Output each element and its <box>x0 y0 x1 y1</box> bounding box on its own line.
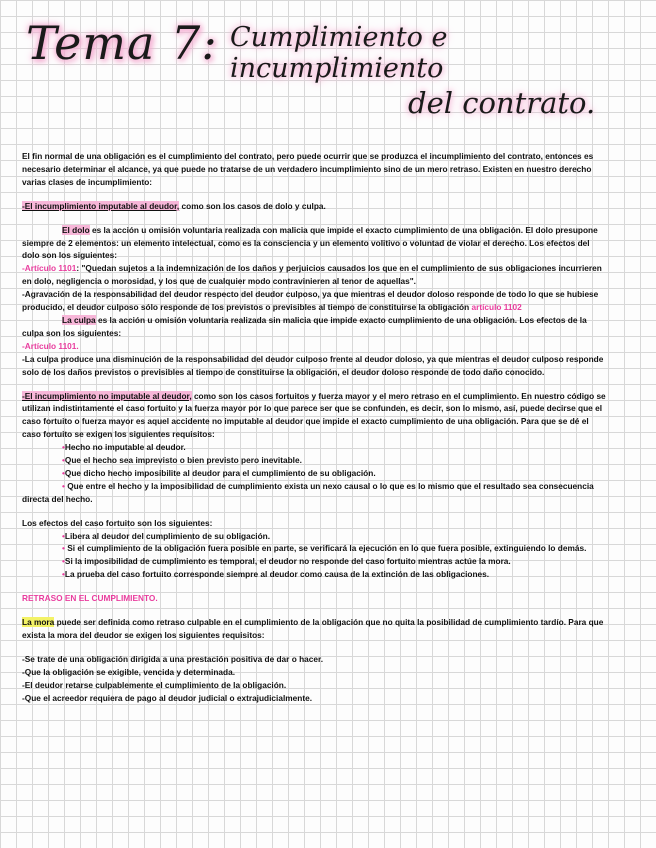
no-imputable-text: como son los casos fortuitos y fuerza mayor y el mero retraso en el cumplimiento. En nuestro código se utilizan indistintamente el caso fortuito y la fuerza mayor por lo que parece ser que se confunden, es decir, son lo mismo, así, puede decirse que el caso fortuito o fuerza mayor es aquel accidente no imputable al deudor que impide el exacto cumplimiento de una obligación. Para que se dé el caso fortuito se exigen los siguientes requisitos: <box>22 390 606 440</box>
requisito-item: • Que el hecho sea imprevisto o bien previsto pero inevitable. <box>22 454 608 467</box>
title-block <box>0 0 656 140</box>
imputable-heading-rest: como son los casos de dolo y culpa. <box>179 200 326 211</box>
culpa-effect: -La culpa produce una disminución de la responsabilidad del deudor culposo frente al deudor doloso, ya que mientras el deudor culposo responde solo de los daños previstos o previsibles al tiempo de constituirse la obligación, el deudor doloso responde de todo daño conocido. <box>22 353 604 377</box>
page-title: Tema 7: <box>26 16 218 70</box>
efecto-item: • Si la imposibilidad de cumplimiento es temporal, el deudor no responde del caso fortuito mientras actúe la mora. <box>22 555 608 568</box>
culpa-paragraph <box>22 314 608 340</box>
art1101b-label: -Artículo 1101. <box>22 340 79 351</box>
efecto-item-text: Si el cumplimiento de la obligación fuera posible en parte, se verificará la ejecución en lo que fuera posible, extinguiendo lo demás. <box>67 543 587 554</box>
art1101-label: -Artículo 1101 <box>22 263 77 274</box>
no-imputable-paragraph <box>22 390 608 442</box>
mora-text: puede ser definida como retraso culpable en el cumplimiento de la obligación que no quita la posibilidad de cumplimiento tardío. Para que exista la mora del deudor se exigen los siguientes requisitos: <box>22 617 604 640</box>
dolo-text: es la acción u omisión voluntaria realizada con malicia que impide el exacto cumplimiento de una obligación. El dolo presupone siempre de 2 elementos: un elemento intelectual, como es la consciencia y un elemento volitivo o voluntad de violar el derecho. Los efectos del dolo son los siguientes: <box>22 224 598 261</box>
mora-requisito: -El deudor retarse culpablemente el cumplimiento de la obligación. <box>22 679 287 690</box>
art1102-label: artículo 1102 <box>471 302 522 313</box>
efecto-item: • La prueba del caso fortuito corresponde siempre al deudor como causa de la extinción de las obligaciones. <box>22 568 608 581</box>
agravacion-paragraph <box>22 288 608 314</box>
dolo-term: El dolo <box>62 224 90 235</box>
imputable-heading <box>22 200 608 213</box>
requisito-last: • Que entre el hecho y la imposibilidad de cumplimiento exista un nexo causal o lo que es lo mismo que el resultado sea consecuencia directa del hecho. <box>22 480 594 504</box>
requisito-last-text: Que entre el hecho y la imposibilidad de cumplimiento exista un nexo causal o lo que es lo mismo que el resultado sea consecuencia directa del hecho. <box>22 480 594 504</box>
requisito-item: • Que dicho hecho imposibilite al deudor para el cumplimiento de su obligación. <box>22 467 608 480</box>
dolo-paragraph <box>22 224 608 263</box>
notes-body <box>22 150 608 705</box>
no-imputable-heading: -El incumplimiento no imputable al deudor, <box>22 390 192 401</box>
mora-requisito: -Que el acreedor requiera de pago al deudor judicial o extrajudicialmente. <box>22 692 313 703</box>
mora-term: La mora <box>22 617 55 628</box>
culpa-term: La culpa <box>62 314 96 325</box>
efectos-intro: Los efectos del caso fortuito son los siguientes: <box>22 517 213 528</box>
page-subtitle-line1: Cumplimiento e incumplimiento <box>230 22 448 84</box>
efecto-item: • Libera al deudor del cumplimiento de su obligación. <box>22 530 608 543</box>
art1101-text: : "Quedan sujetos a la indemnización de los daños y perjuicios causados los que en el cumplimiento de sus obligaciones incurrieren en dolo, negligencia o morosidad, y los que de cualquier modo contravinieren al tenor de aquellas". <box>22 263 602 287</box>
mora-paragraph <box>22 616 608 642</box>
mora-requisito: -Que la obligación se exigible, vencida y determinada. <box>22 666 236 677</box>
imputable-heading-label: -El incumplimiento imputable al deudor, <box>22 200 180 211</box>
page-subtitle-line2: del contrato. <box>408 86 596 120</box>
requisito-item: • Hecho no imputable al deudor. <box>22 441 608 454</box>
art1101-paragraph <box>22 262 608 288</box>
efecto-item: • Si el cumplimiento de la obligación fuera posible en parte, se verificará la ejecución en lo que fuera posible, extinguiendo lo demás. <box>62 543 587 554</box>
culpa-text: es la acción u omisión voluntaria realizada sin malicia que impide exacto cumplimiento de una obligación. Los efectos de la culpa son los siguientes: <box>22 314 587 338</box>
mora-requisito: -Se trate de una obligación dirigida a una prestación positiva de dar o hacer. <box>22 653 324 664</box>
retraso-heading: RETRASO EN EL CUMPLIMIENTO. <box>22 593 158 604</box>
agravacion-text: -Agravación de la responsabilidad del deudor respecto del deudor culposo, ya que mientras el deudor doloso responde de todo lo que se hubiese producido, el deudor culposo sólo responde de los previstos o previsibles al tiempo de constituirse la obligación <box>22 289 599 313</box>
intro-paragraph: El fin normal de una obligación es el cumplimiento del contrato, pero puede ocurrir que se produzca el incumplimiento del contrato, entonces es necesario determinar el alcance, ya que puede no tratarse de un verdadero incumplimiento sino de un mero retraso. Existen en nuestro derecho varias clases de incumplimiento: <box>22 151 594 187</box>
